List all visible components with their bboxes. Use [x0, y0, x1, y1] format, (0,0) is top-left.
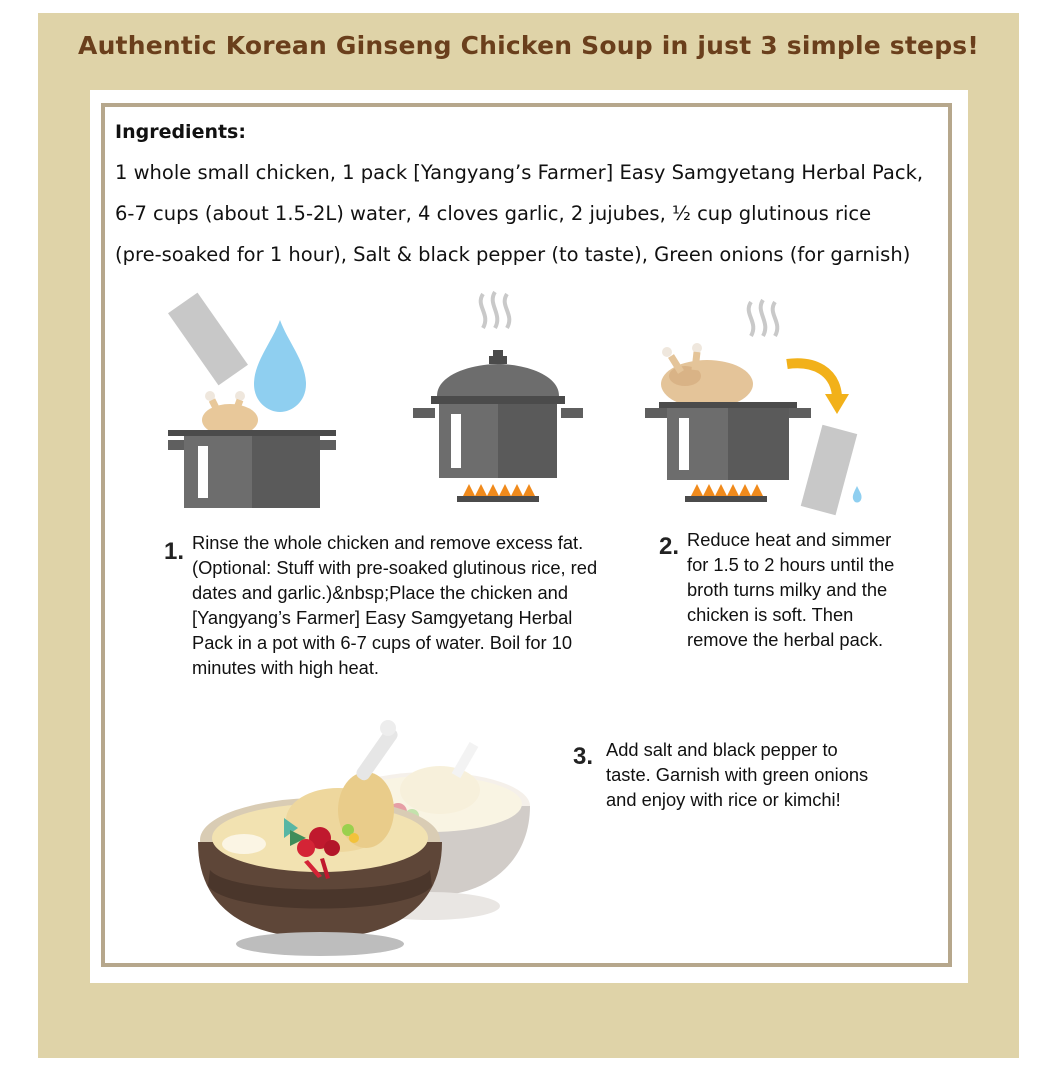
pot-remove-herbal-pack-icon — [645, 290, 875, 530]
ingredients-line-2: 6-7 cups (about 1.5-2L) water, 4 cloves garlic, 2 jujubes, ½ cup glutinous rice — [115, 202, 872, 225]
step-1-line: [Yangyang’s Farmer] Easy Samgyetang Herbal — [192, 607, 573, 628]
step-2-line: Reduce heat and simmer — [687, 529, 892, 550]
ingredients-heading: Ingredients: — [115, 121, 246, 143]
step-1-line: (Optional: Stuff with pre-soaked glutinous rice, red — [192, 557, 598, 578]
step-2-line: broth turns milky and the — [687, 579, 888, 600]
step-3-number: 3. — [573, 743, 594, 770]
step-2-number: 2. — [659, 533, 680, 560]
step-3-text — [606, 737, 868, 812]
step-2-line: remove the herbal pack. — [687, 629, 884, 650]
ingredients-line-3: (pre-soaked for 1 hour), Salt & black pepper (to taste), Green onions (for garnish) — [115, 243, 911, 266]
step-3-line: and enjoy with rice or kimchi! — [606, 789, 841, 810]
samgyetang-bowls-icon — [190, 720, 550, 960]
ingredients-line-1: 1 whole small chicken, 1 pack [Yangyang’s Farmer] Easy Samgyetang Herbal Pack, — [115, 161, 924, 184]
step-1-line: minutes with high heat. — [192, 657, 379, 678]
step-1-line: dates and garlic.)&nbsp;Place the chicken and — [192, 582, 569, 603]
step-1-text — [192, 530, 597, 680]
step-2-line: for 1.5 to 2 hours until the — [687, 554, 895, 575]
page-background-panel — [38, 13, 1019, 1058]
step-3-line: taste. Garnish with green onions — [606, 764, 869, 785]
step-1-number: 1. — [164, 538, 185, 565]
step-1-line: Pack in a pot with 6-7 cups of water. Boil for 10 — [192, 632, 573, 653]
recipe-card — [90, 90, 968, 983]
step-2-text — [687, 527, 894, 652]
covered-pot-boiling-icon — [413, 290, 593, 520]
step-1-line: Rinse the whole chicken and remove excess fat. — [192, 532, 584, 553]
step-2-line: chicken is soft. Then — [687, 604, 854, 625]
page-title: Authentic Korean Ginseng Chicken Soup in just 3 simple steps! — [78, 31, 979, 60]
pot-with-chicken-and-water-icon — [168, 290, 348, 520]
step-3-line: Add salt and black pepper to — [606, 739, 838, 760]
